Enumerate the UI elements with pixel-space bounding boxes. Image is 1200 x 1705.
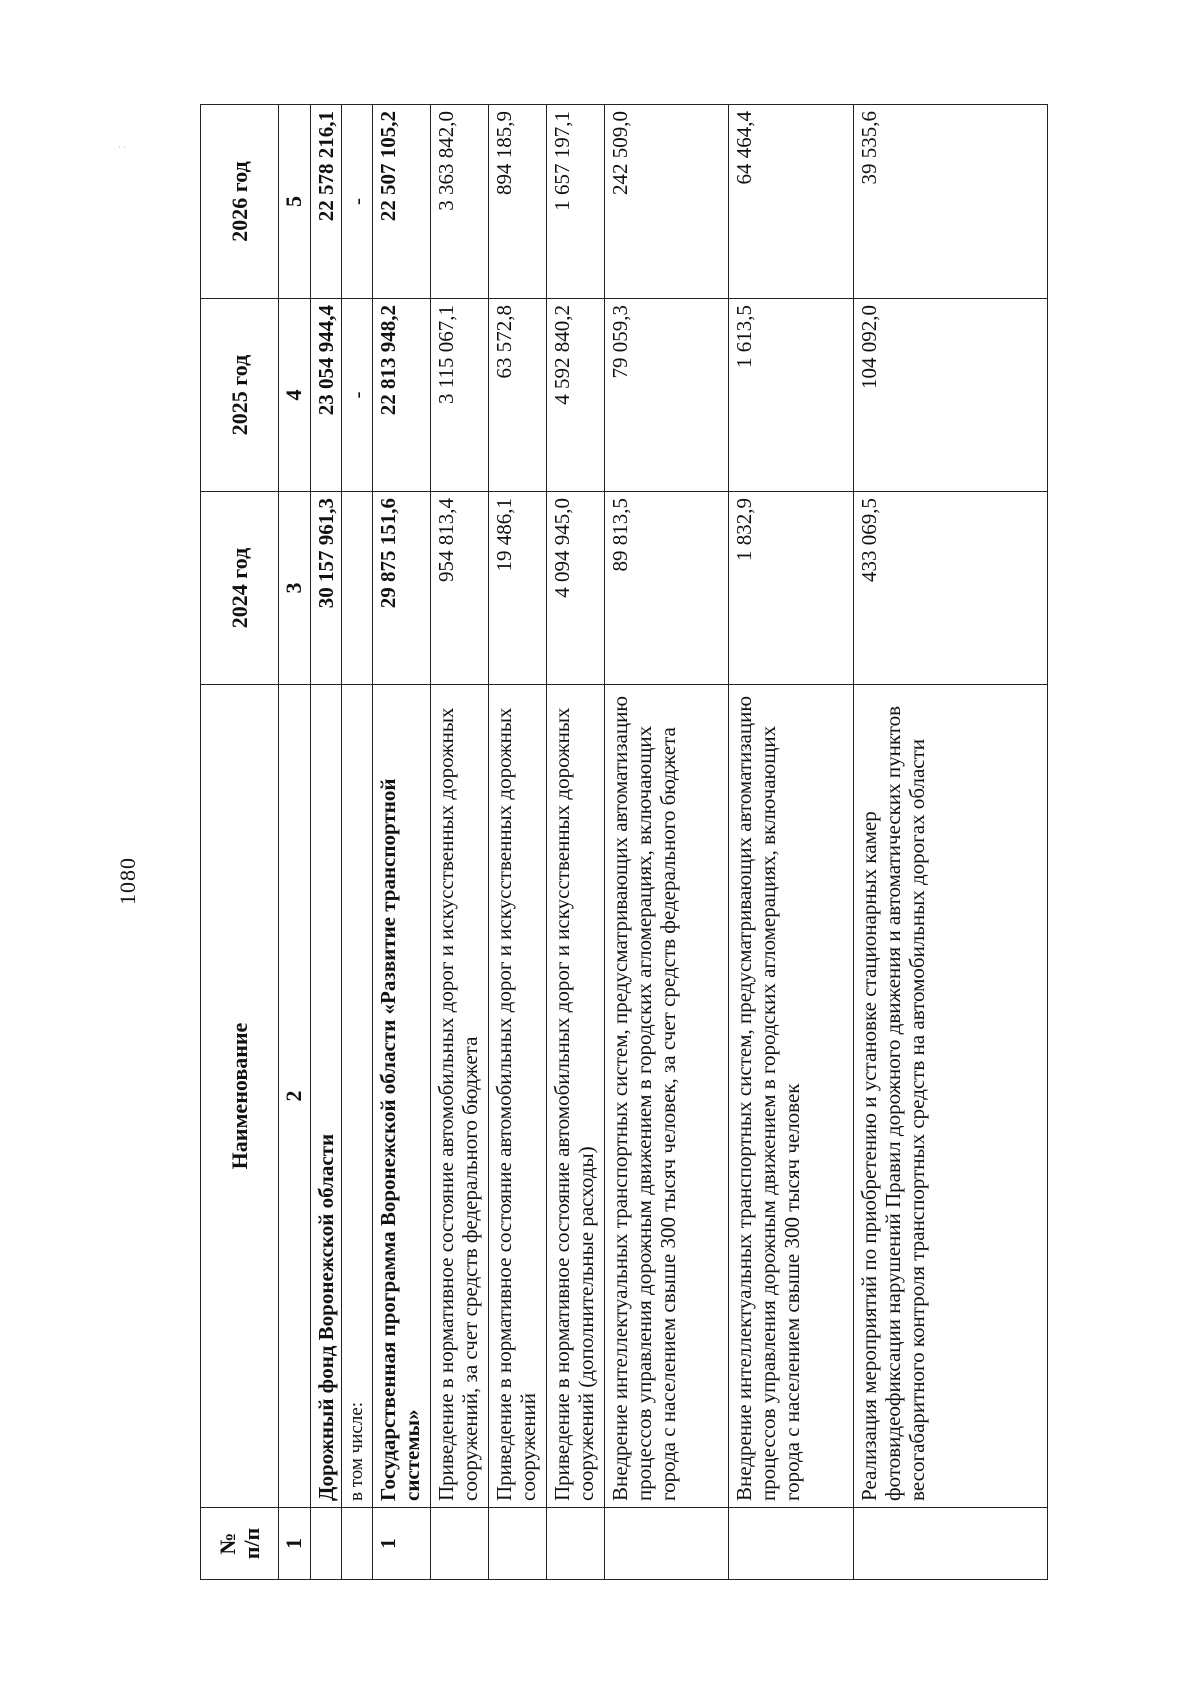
row-value-2024: 19 486,1	[489, 492, 547, 685]
column-index: 2	[279, 685, 311, 1508]
header-num	[201, 1508, 279, 1580]
row-value-2024: 30 157 961,3	[311, 492, 342, 685]
row-value-2026: 22 578 216,1	[311, 105, 342, 299]
column-index: 3	[279, 492, 311, 685]
row-name: в том числе:	[342, 685, 373, 1508]
row-value-2025: 1 613,5	[729, 299, 854, 492]
row-value-2024: 89 813,5	[605, 492, 729, 685]
row-num	[729, 1508, 854, 1580]
row-name: Реализация мероприятий по приобретению и установке стационарных камер фотовидеофиксации нарушений Правил дорожного движения и автоматических пунктов весогабаритного контроля транспортных средств на автомобильных дорогах области	[854, 685, 1048, 1508]
row-value-2026: 242 509,0	[605, 105, 729, 299]
row-name: Дорожный фонд Воронежской области	[311, 685, 342, 1508]
row-value-2024: 1 832,9	[729, 492, 854, 685]
page-number: 1080	[115, 857, 140, 905]
row-value-2025: 22 813 948,2	[373, 299, 431, 492]
row-num	[431, 1508, 489, 1580]
row-value-2024: 4 094 945,0	[547, 492, 605, 685]
row-num	[854, 1508, 1048, 1580]
table-row	[605, 105, 729, 1580]
row-num	[605, 1508, 729, 1580]
row-value-2025: 79 059,3	[605, 299, 729, 492]
row-value-2025: -	[342, 299, 373, 492]
table-row	[431, 105, 489, 1580]
row-name: Приведение в нормативное состояние автомобильных дорог и искусственных дорожных сооружений (дополнительные расходы)	[547, 685, 605, 1508]
table-row	[342, 105, 373, 1580]
row-value-2026: 894 185,9	[489, 105, 547, 299]
row-num: 1	[373, 1508, 431, 1580]
road-fund-table	[200, 104, 1048, 1580]
header-name: Наименование	[201, 685, 279, 1508]
row-name: Внедрение интеллектуальных транспортных систем, предусматривающих автоматизацию процессов управления дорожным движением в городских агломерациях, включающих города с населением свыше 300 тысяч человек	[729, 685, 854, 1508]
header-2026: 2026 год	[201, 105, 279, 299]
table-row	[729, 105, 854, 1580]
row-value-2026: 39 535,6	[854, 105, 1048, 299]
row-value-2026: 22 507 105,2	[373, 105, 431, 299]
row-num	[311, 1508, 342, 1580]
row-value-2024	[342, 492, 373, 685]
header-2025: 2025 год	[201, 299, 279, 492]
row-value-2025: 4 592 840,2	[547, 299, 605, 492]
row-value-2024: 954 813,4	[431, 492, 489, 685]
header-num-line2: п/п	[238, 1527, 264, 1560]
column-index: 4	[279, 299, 311, 492]
row-value-2025: 23 054 944,4	[311, 299, 342, 492]
header-row	[201, 105, 279, 1580]
table-row	[373, 105, 431, 1580]
scan-speck: ˙ ˙	[118, 145, 127, 155]
column-index-row	[279, 105, 311, 1580]
row-value-2024: 29 875 151,6	[373, 492, 431, 685]
table-row	[311, 105, 342, 1580]
row-name: Внедрение интеллектуальных транспортных систем, предусматривающих автоматизацию процессов управления дорожным движением в городских агломерациях, включающих города с населением свыше 300 тысяч человек, за счет средств федерального бюджета	[605, 685, 729, 1508]
row-value-2025: 3 115 067,1	[431, 299, 489, 492]
row-num	[489, 1508, 547, 1580]
row-name: Государственная программа Воронежской области «Развитие транспортной системы»	[373, 685, 431, 1508]
row-value-2025: 63 572,8	[489, 299, 547, 492]
row-value-2026: 64 464,4	[729, 105, 854, 299]
row-num	[342, 1508, 373, 1580]
table-row	[854, 105, 1048, 1580]
row-name: Приведение в нормативное состояние автомобильных дорог и искусственных дорожных сооружений, за счет средств федерального бюджета	[431, 685, 489, 1508]
row-value-2025: 104 092,0	[854, 299, 1048, 492]
rotated-sheet	[200, 105, 1048, 1580]
table-row	[489, 105, 547, 1580]
row-value-2026: -	[342, 105, 373, 299]
row-num	[547, 1508, 605, 1580]
header-2024: 2024 год	[201, 492, 279, 685]
table-row	[547, 105, 605, 1580]
row-name: Приведение в нормативное состояние автомобильных дорог и искусственных дорожных сооружений	[489, 685, 547, 1508]
column-index: 5	[279, 105, 311, 299]
column-index: 1	[279, 1508, 311, 1580]
row-value-2026: 1 657 197,1	[547, 105, 605, 299]
row-value-2024: 433 069,5	[854, 492, 1048, 685]
row-value-2026: 3 363 842,0	[431, 105, 489, 299]
header-num-line1: №	[214, 1532, 240, 1555]
